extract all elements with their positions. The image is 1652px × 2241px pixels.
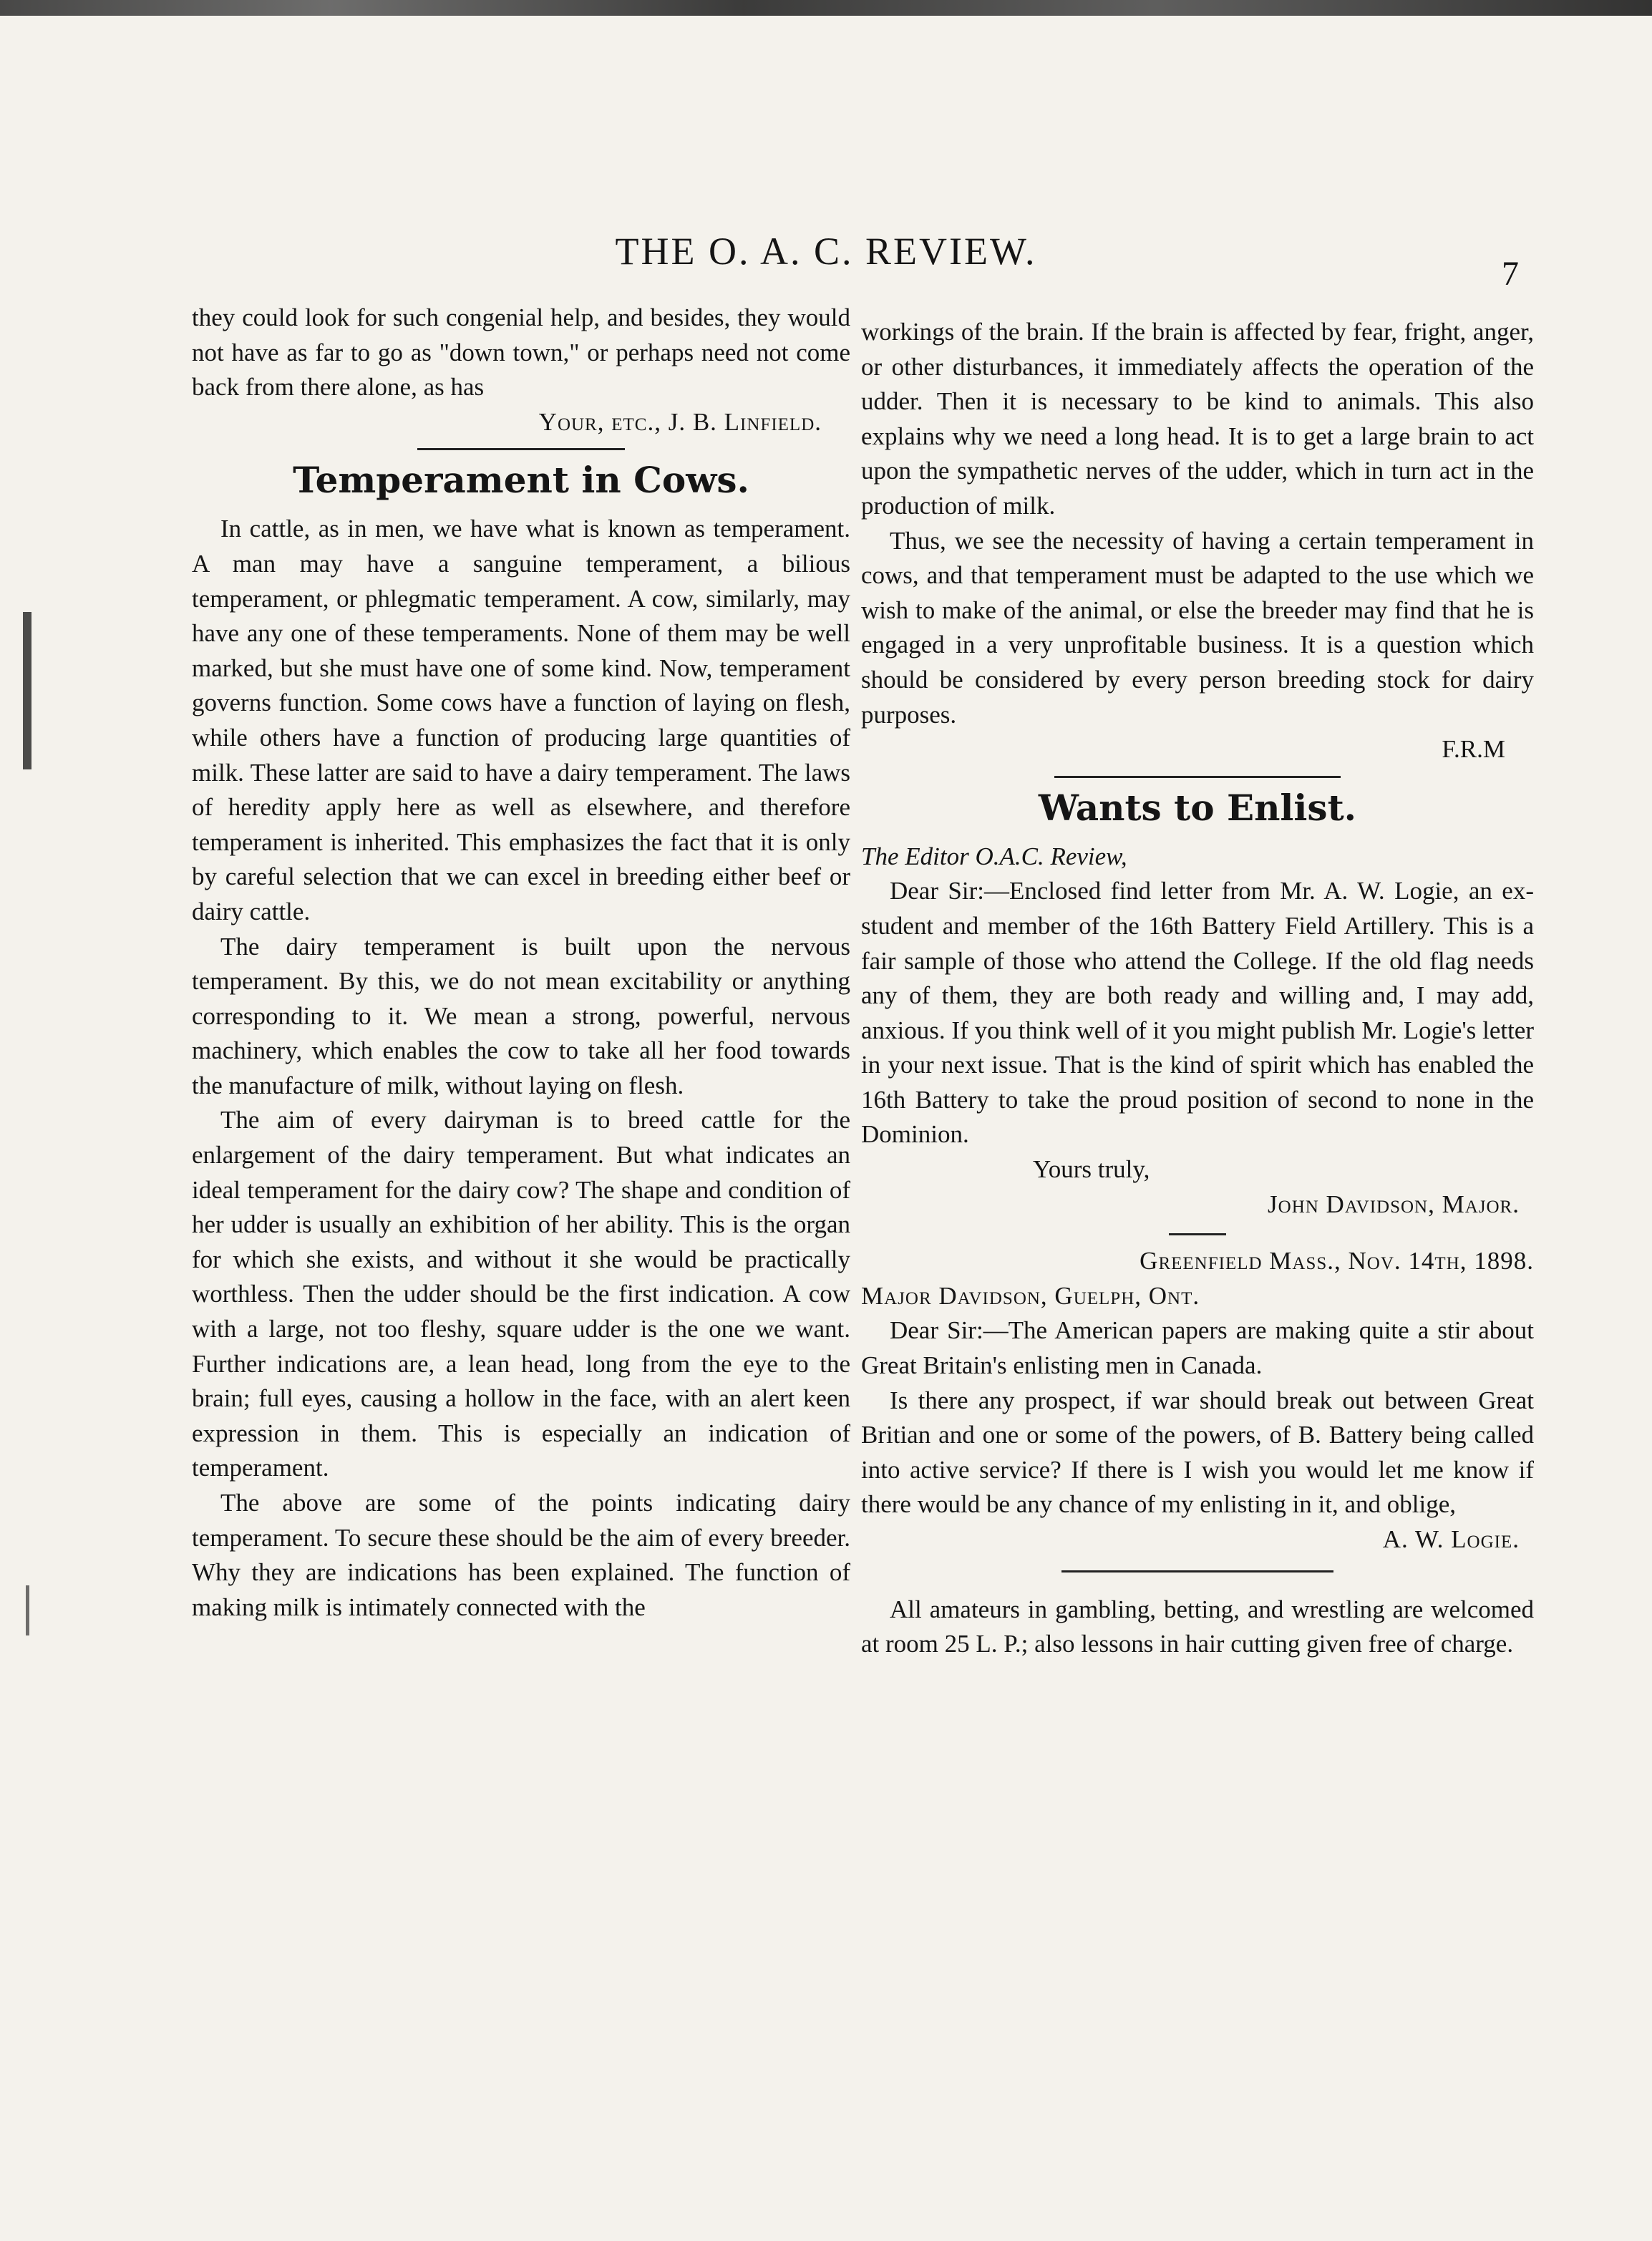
left-column xyxy=(192,301,850,1625)
article-paragraph: In cattle, as in men, we have what is known as temperament. A man may have a sanguine temperament, a bilious temperament, or phlegmatic temperament. A cow, similarly, may have any one of these temperaments. None of them may be well marked, but she must have one of some kind. Now, temperament governs function. Some cows have a function of laying on flesh, while others have a function of producing large quantities of milk. These latter are said to have a dairy temperament. The laws of heredity apply here as well as elsewhere, and therefore temperament is inherited. This emphasizes the fact that it is only by careful selection that we can excel in breeding either beef or dairy cattle. xyxy=(192,515,850,925)
linfield-signature: Your, etc., J. B. Linfield. xyxy=(538,407,822,436)
scan-binding-mark xyxy=(23,612,31,769)
notice-paragraph: All amateurs in gambling, betting, and wrestling are welcomed at room 25 L. P.; also lessons in hair cutting given free of charge. xyxy=(861,1595,1534,1658)
logie-letter-paragraph: Dear Sir:—The American papers are making quite a stir about Great Britain's enlisting men in Canada. xyxy=(861,1316,1534,1380)
logie-signature: A. W. Logie. xyxy=(1382,1525,1520,1553)
letter-addressee: The Editor O.A.C. Review, xyxy=(861,842,1127,870)
frm-signature: F.R.M xyxy=(1442,735,1505,764)
section-divider xyxy=(1054,776,1341,778)
right-column xyxy=(861,315,1534,1662)
article-paragraph: workings of the brain. If the brain is affected by fear, fright, anger, or other disturbances, it immediately affects the operation of the udder. Then it is necessary to be kind to animals. This also explains why we need a long head. It is to get a large brain to act upon the sympathetic nerves of the udder, which in turn act in the production of milk. xyxy=(861,318,1534,520)
article-paragraph: Thus, we see the necessity of having a certain temperament in cows, and that temperament must be adapted to the use which we wish to make of the animal, or else the breeder may find that he is engaged in a very unprofitable business. It is a question which should be considered by every person breeding stock for dairy purposes. xyxy=(861,526,1534,729)
section-divider xyxy=(417,448,625,450)
article-paragraph: The aim of every dairyman is to breed cattle for the enlargement of the dairy temperament. But what indicates an ideal temperament for the dairy cow? The shape and condition of her udder is usually an exhibition of her ability. This is the organ for which she exists, and without it she would be practically worthless. Then the udder should be the first indication. A cow with a large, not too fleshy, square udder is the one we want. Further indications are, a lean head, long from the eye to the brain; full eyes, causing a hollow in the face, with an alert keen expression in them. This is especially an indication of temperament. xyxy=(192,1106,850,1482)
logie-letter-dateline: Greenfield Mass., Nov. 14th, 1898. xyxy=(1140,1247,1534,1275)
scan-top-edge xyxy=(0,0,1652,16)
article-paragraph: The dairy temperament is built upon the nervous temperament. By this, we do not mean excitability or anything corresponding to it. We mean a strong, powerful, nervous machinery, which enables the cow to take all her food towards the manufacture of milk, without laying on flesh. xyxy=(192,932,850,1099)
section-divider xyxy=(1061,1570,1333,1572)
running-header: THE O. A. C. REVIEW. xyxy=(615,230,1037,273)
continued-letter-text: they could look for such congenial help, and besides, they would not have as far to go as "down town," or perhaps need not come back from there alone, as has xyxy=(192,303,850,402)
page-number: 7 xyxy=(1502,255,1519,293)
letter-divider xyxy=(1169,1233,1226,1235)
article-paragraph: The above are some of the points indicating dairy temperament. To secure these should be the aim of every breeder. Why they are indications has been explained. The function of making milk is intimately connected with the xyxy=(192,1489,850,1621)
article-title-temperament: Temperament in Cows. xyxy=(293,459,749,502)
davidson-letter: Dear Sir:—Enclosed find letter from Mr. A. W. Logie, an ex-student and member of the 16th Battery Field Artillery. This is a fair sample of those who attend the College. If the old flag needs any of them, they are both ready and willing and, I may add, anxious. If you think well of it you might publish Mr. Logie's letter in your next issue. That is the kind of spirit which has enabled the 16th Battery to take the proud position of second to none in the Dominion. xyxy=(861,877,1534,1149)
article-title-wants-to-enlist: Wants to Enlist. xyxy=(1038,786,1357,829)
logie-letter-paragraph: Is there any prospect, if war should break out between Great Britian and one or some of the powers, of B. Battery being called into active service? If there is I wish you would let me know if there would be any chance of my enlisting in it, and oblige, xyxy=(861,1386,1534,1519)
logie-letter-recipient: Major Davidson, Guelph, Ont. xyxy=(861,1281,1200,1310)
letter-closing: Yours truly, xyxy=(1033,1155,1150,1184)
scan-binding-mark-lower xyxy=(26,1585,29,1635)
davidson-signature: John Davidson, Major. xyxy=(1268,1190,1520,1218)
